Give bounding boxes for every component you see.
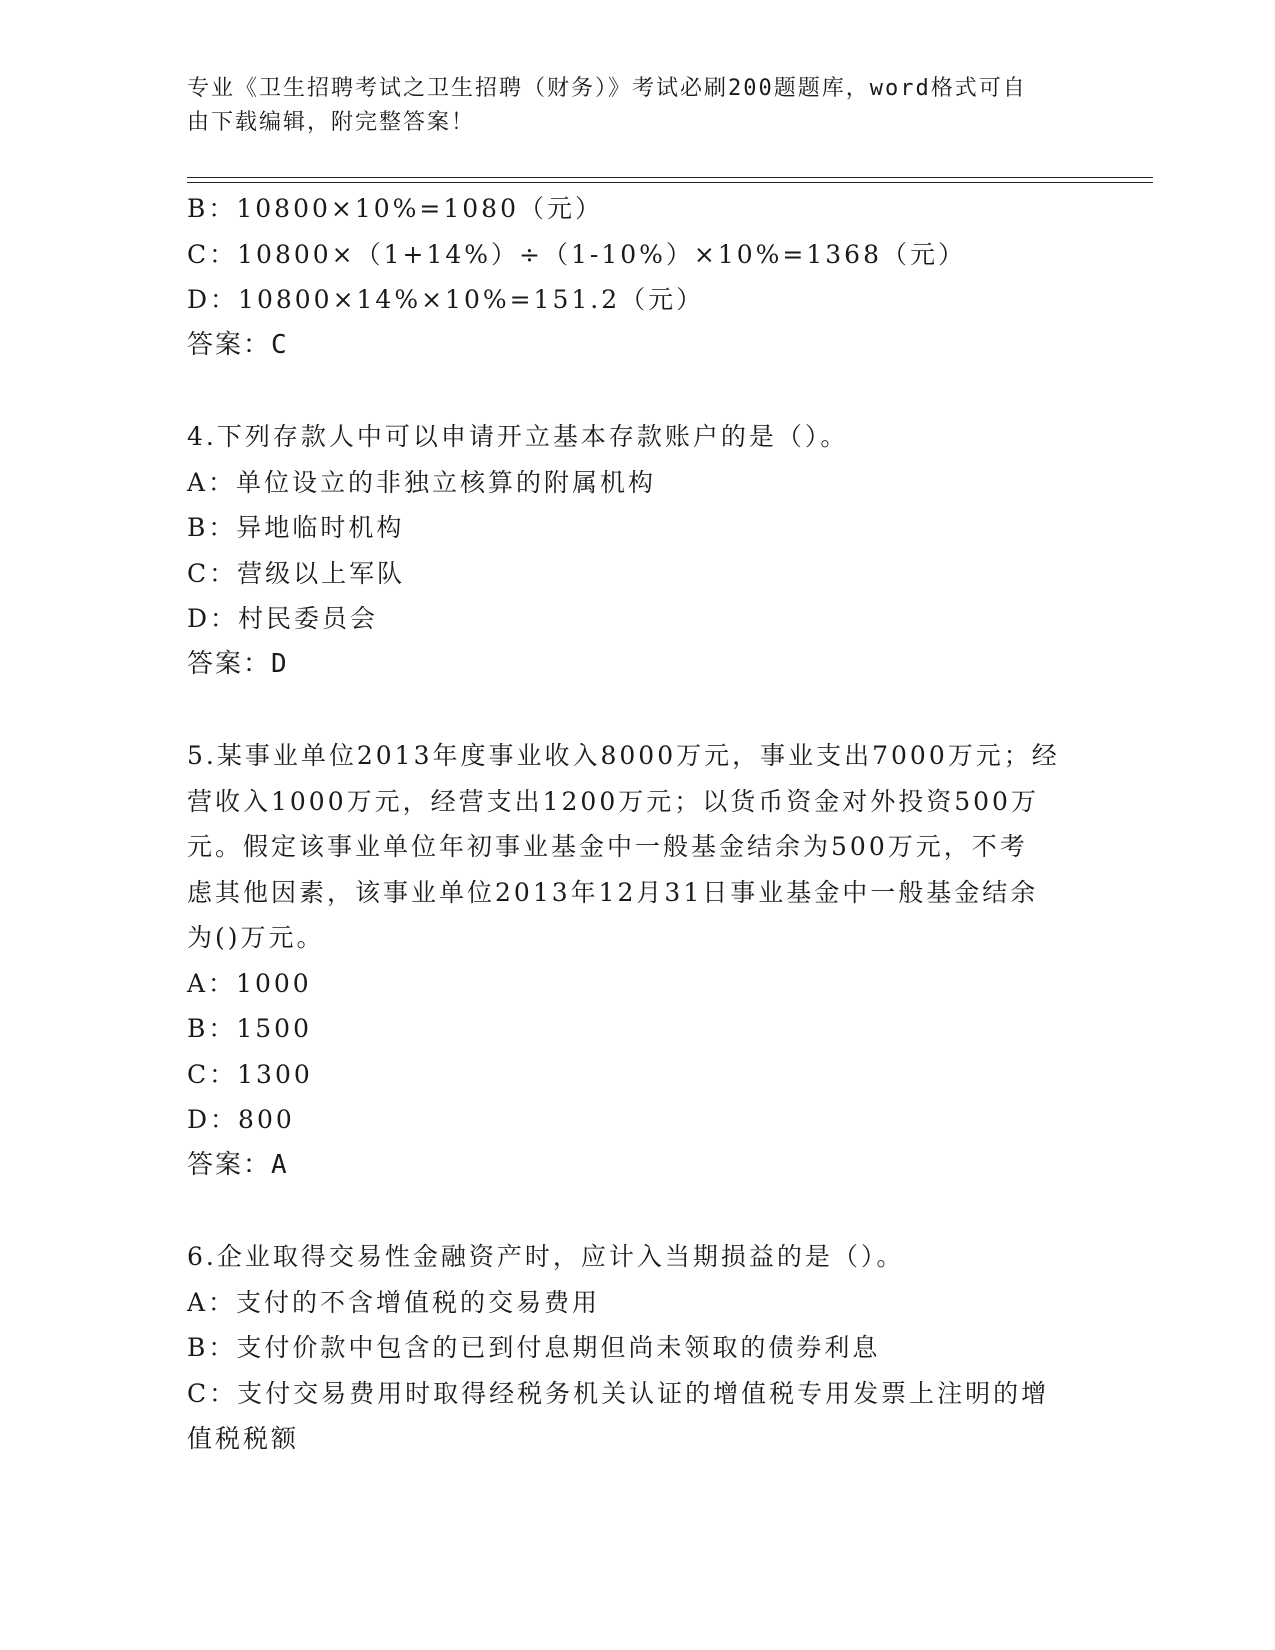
question-content xyxy=(187,186,1077,1462)
q3-option-b: B：10800×10%=1080（元） xyxy=(187,194,603,223)
q5-stem-line-3: 元。假定该事业单位年初事业基金中一般基金结余为500万元，不考 xyxy=(187,832,1028,861)
spacer xyxy=(187,368,1077,414)
q5-stem-line-2: 营收入1000万元，经营支出1200万元；以货币资金对外投资500万 xyxy=(187,786,1039,816)
q4-option-a: A：单位设立的非独立核算的附属机构 xyxy=(187,467,657,497)
header-line-2: 由下载编辑，附完整答案！ xyxy=(187,110,476,135)
q5-option-c: C：1300 xyxy=(187,1059,313,1089)
q4-option-c: C：营级以上军队 xyxy=(187,558,406,588)
header-divider-top xyxy=(187,177,1153,178)
q6-option-c-line-1: C：支付交易费用时取得经税务机关认证的增值税专用发票上注明的增 xyxy=(187,1378,1050,1408)
spacer xyxy=(187,1188,1077,1234)
q5-stem-line-1: 5.某事业单位2013年度事业收入8000万元，事业支出7000万元；经 xyxy=(187,741,1060,770)
document-header xyxy=(187,72,1067,140)
q4-option-b: B：异地临时机构 xyxy=(187,513,405,542)
header-divider-bottom xyxy=(187,182,1153,183)
spacer xyxy=(187,687,1077,733)
question-6 xyxy=(187,1234,1077,1462)
question-5 xyxy=(187,733,1077,1188)
q5-stem-line-5: 为()万元。 xyxy=(187,923,325,952)
q5-option-a: A：1000 xyxy=(187,968,312,998)
q3-answer: 答案：C xyxy=(187,329,289,360)
q5-option-b: B：1500 xyxy=(187,1014,312,1043)
q5-answer: 答案：A xyxy=(187,1149,289,1180)
q4-stem: 4.下列存款人中可以申请开立基本存款账户的是（）。 xyxy=(187,422,849,451)
q6-option-c-line-2: 值税税额 xyxy=(187,1424,300,1453)
q5-stem-line-4: 虑其他因素，该事业单位2013年12月31日事业基金中一般基金结余 xyxy=(187,877,1039,907)
q3-option-c: C：10800×（1+14%）÷（1-10%）×10%=1368（元） xyxy=(187,239,966,269)
q4-answer: 答案：D xyxy=(187,648,289,679)
q6-stem: 6.企业取得交易性金融资产时，应计入当期损益的是（）。 xyxy=(187,1242,905,1271)
q3-option-d: D：10800×14%×10%=151.2（元） xyxy=(187,285,705,314)
q4-option-d: D：村民委员会 xyxy=(187,604,379,633)
header-line-1: 专业《卫生招聘考试之卫生招聘（财务）》考试必刷200题题库，word格式可自 xyxy=(187,76,1027,101)
q6-option-a: A：支付的不含增值税的交易费用 xyxy=(187,1287,601,1317)
q6-option-b: B：支付价款中包含的已到付息期但尚未领取的债券利息 xyxy=(187,1333,881,1362)
question-3 xyxy=(187,186,1077,368)
q5-option-d: D：800 xyxy=(187,1105,295,1134)
question-4 xyxy=(187,414,1077,687)
